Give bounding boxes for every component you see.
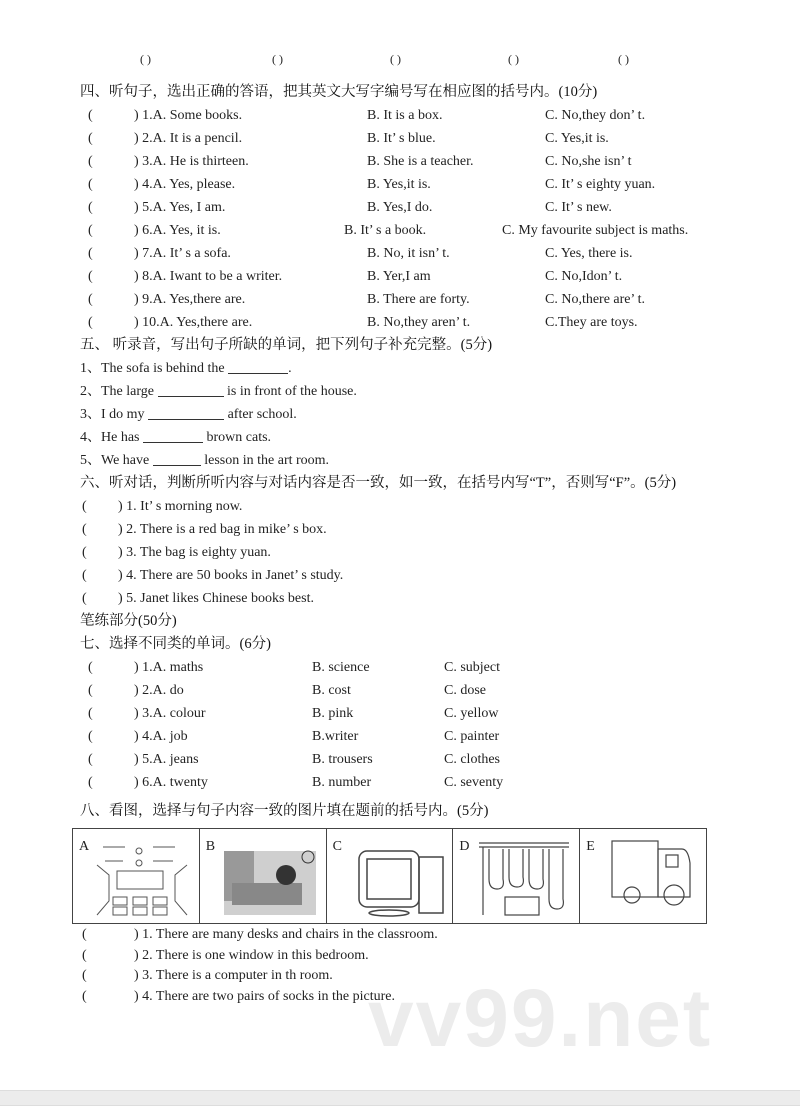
true-false-row xyxy=(80,518,760,541)
section-7-title: 七、选择不同类的单词。(6分) xyxy=(80,636,271,652)
answer-paren: ( xyxy=(88,292,93,307)
option-a: ) 3.A. colour xyxy=(134,706,206,721)
option-a: ) 1.A. Some books. xyxy=(134,108,243,123)
option-c: C. subject xyxy=(444,660,500,675)
picture-label: D xyxy=(459,839,470,854)
answer-paren: ( xyxy=(82,968,87,984)
classroom-picture-icon xyxy=(95,835,191,917)
section-6-title: 六、听对话，判断所听内容与对话内容是否一致，如一致，在括号内写“T”，否则写“F”。(5分) xyxy=(80,475,677,491)
option-c: C. clothes xyxy=(444,752,500,767)
option-a: ) 2.A. It is a pencil. xyxy=(134,131,243,146)
sentence-end: is in front of the house. xyxy=(223,384,357,399)
option-a: ) 6.A. twenty xyxy=(134,775,208,790)
answer-paren: ( xyxy=(82,568,87,583)
answer-paren: ( xyxy=(88,223,93,238)
option-a: ) 6.A. Yes, it is. xyxy=(134,223,221,238)
option-a: ) 4.A. job xyxy=(134,729,188,744)
answer-paren: ( xyxy=(88,752,93,767)
picture-label: E xyxy=(586,839,595,854)
socks-picture-icon xyxy=(475,835,571,917)
option-b: B. number xyxy=(312,775,372,790)
answer-paren: ( xyxy=(88,246,93,261)
option-c: C. Yes,it is. xyxy=(545,131,609,146)
fill-blank-row xyxy=(80,380,357,403)
option-b: B. No,they aren’ t. xyxy=(367,315,471,330)
question-row xyxy=(84,311,764,334)
option-b: B. No, it isn’ t. xyxy=(367,246,450,261)
option-a: ) 5.A. jeans xyxy=(134,752,199,767)
answer-paren: ( xyxy=(82,522,87,537)
picture-label: A xyxy=(79,839,90,854)
true-false-row xyxy=(80,564,760,587)
picture-e xyxy=(580,829,706,923)
answer-paren: ( xyxy=(88,683,93,698)
option-b: B. It is a box. xyxy=(367,108,443,123)
word-choice-row xyxy=(84,702,764,725)
section-4-title: 四、听句子，选出正确的答语，把其英文大写字编号写在相应图的括号内。(10分) xyxy=(80,84,598,100)
computer-picture-icon xyxy=(349,835,445,917)
picture-b xyxy=(200,829,327,923)
answer-paren: ( xyxy=(82,545,87,560)
option-b: B. pink xyxy=(312,706,354,721)
page-bottom-bar xyxy=(0,1090,800,1106)
option-a: ) 8.A. Iwant to be a writer. xyxy=(134,269,283,284)
answer-paren: ( xyxy=(82,591,87,606)
truck-picture-icon xyxy=(602,835,698,917)
fill-blank-row xyxy=(80,449,329,472)
bedroom-picture-icon xyxy=(222,835,318,917)
answer-paren: ( ) xyxy=(272,52,283,66)
option-a: ) 3.A. He is thirteen. xyxy=(134,154,249,169)
question-row xyxy=(84,196,764,219)
picture-label: C xyxy=(332,839,342,854)
option-c: C. seventy xyxy=(444,775,504,790)
answer-paren: ( xyxy=(82,989,87,1005)
statement: ) 1. There are many desks and chairs in the classroom. xyxy=(134,927,438,942)
option-b: B. She is a teacher. xyxy=(367,154,474,169)
picture-c xyxy=(327,829,454,923)
question-row xyxy=(84,150,764,173)
question-row xyxy=(84,104,764,127)
question-row xyxy=(84,219,764,242)
option-a: ) 5.A. Yes, I am. xyxy=(134,200,226,215)
option-c: C. No,there are’ t. xyxy=(545,292,646,307)
sentence-start: 5、We have xyxy=(80,453,153,468)
picture-match-row xyxy=(80,944,760,967)
sentence-end: lesson in the art room. xyxy=(200,453,330,468)
question-row xyxy=(84,265,764,288)
option-c: C. painter xyxy=(444,729,500,744)
true-false-row xyxy=(80,495,760,518)
option-c: C. dose xyxy=(444,683,486,698)
answer-paren: ( ) xyxy=(618,52,629,66)
picture-match-row xyxy=(80,923,760,946)
section-8-title: 八、看图，选择与句子内容一致的图片填在题前的括号内。(5分) xyxy=(80,803,489,819)
statement: ) 2. There is one window in this bedroom. xyxy=(134,947,369,963)
true-false-row xyxy=(80,541,760,564)
sentence-end: after school. xyxy=(224,407,297,422)
option-c: C. Yes, there is. xyxy=(545,246,633,261)
option-b: B.writer xyxy=(312,729,359,744)
option-c: C. It’ s eighty yuan. xyxy=(545,177,656,192)
statement: ) 3. There is a computer in th room. xyxy=(134,968,333,984)
answer-paren: ( xyxy=(88,200,93,215)
option-a: ) 9.A. Yes,there are. xyxy=(134,292,246,307)
sentence-end: brown cats. xyxy=(203,430,272,445)
word-choice-row xyxy=(84,748,764,771)
option-a: ) 2.A. do xyxy=(134,683,184,698)
answer-paren: ( xyxy=(88,706,93,721)
option-b: B. There are forty. xyxy=(367,292,470,307)
option-b: B. Yes,it is. xyxy=(367,177,431,192)
answer-blank xyxy=(143,428,203,443)
option-c: C. No,she isn’ t xyxy=(545,154,632,169)
option-b: B. Yes,I do. xyxy=(367,200,433,215)
option-a: ) 10.A. Yes,there are. xyxy=(134,315,253,330)
option-a: ) 1.A. maths xyxy=(134,660,204,675)
picture-d xyxy=(453,829,580,923)
top-answer-parens xyxy=(0,52,800,72)
option-b: B. trousers xyxy=(312,752,373,767)
answer-paren: ( xyxy=(88,729,93,744)
option-b: B. cost xyxy=(312,683,351,698)
answer-paren: ( xyxy=(88,775,93,790)
answer-paren: ( xyxy=(88,131,93,146)
fill-blank-row xyxy=(80,403,297,426)
question-row xyxy=(84,242,764,265)
question-row xyxy=(84,173,764,196)
answer-blank xyxy=(148,405,224,420)
option-a: ) 4.A. Yes, please. xyxy=(134,177,236,192)
option-a: ) 7.A. It’ s a sofa. xyxy=(134,246,231,261)
sentence-start: 4、He has xyxy=(80,430,143,445)
picture-label: B xyxy=(205,839,216,854)
answer-paren: ( xyxy=(88,660,93,675)
option-c: C. No,Idon’ t. xyxy=(545,269,623,284)
option-b: B. science xyxy=(312,660,370,675)
answer-blank xyxy=(158,382,224,397)
option-c: C. No,they don’ t. xyxy=(545,108,646,123)
picture-strip xyxy=(72,828,707,924)
option-c: C. It’ s new. xyxy=(545,200,612,215)
sentence-start: 2、The large xyxy=(80,384,158,399)
answer-paren: ( xyxy=(88,108,93,123)
word-choice-row xyxy=(84,656,764,679)
answer-paren: ( ) xyxy=(140,52,151,66)
fill-blank-row xyxy=(80,426,271,449)
option-b: B. It’ s blue. xyxy=(367,131,436,146)
watermark: vv99.net xyxy=(368,973,713,1064)
answer-paren: ( ) xyxy=(390,52,401,66)
answer-paren: ( xyxy=(88,269,93,284)
question-row xyxy=(84,288,764,311)
statement: ) 5. Janet likes Chinese books best. xyxy=(118,591,314,606)
answer-paren: ( xyxy=(88,154,93,169)
answer-paren: ( ) xyxy=(508,52,519,66)
option-c: C.They are toys. xyxy=(545,315,638,330)
section-5-title: 五、 听录音，写出句子所缺的单词，把下列句子补充完整。(5分) xyxy=(80,337,493,353)
answer-paren: ( xyxy=(82,499,87,514)
sentence-end: . xyxy=(288,361,292,376)
answer-paren: ( xyxy=(88,177,93,192)
answer-blank xyxy=(153,451,201,466)
statement: ) 3. The bag is eighty yuan. xyxy=(118,545,271,560)
sentence-start: 3、I do my xyxy=(80,407,149,422)
picture-a xyxy=(73,829,200,923)
word-choice-row xyxy=(84,771,764,794)
question-row xyxy=(84,127,764,150)
fill-blank-row xyxy=(80,357,292,380)
statement: ) 4. There are 50 books in Janet’ s study. xyxy=(118,568,344,583)
statement: ) 4. There are two pairs of socks in the picture. xyxy=(134,989,395,1005)
true-false-row xyxy=(80,587,760,610)
word-choice-row xyxy=(84,725,764,748)
sentence-start: 1、The sofa is behind the xyxy=(80,361,229,376)
answer-paren: ( xyxy=(88,315,93,330)
answer-paren: ( xyxy=(82,927,87,942)
answer-paren: ( xyxy=(82,947,87,963)
option-c: C. yellow xyxy=(444,706,499,721)
statement: ) 2. There is a red bag in mike’ s box. xyxy=(118,522,327,537)
option-b: B. It’ s a book. xyxy=(344,223,427,238)
option-b: B. Yer,I am xyxy=(367,269,431,284)
answer-blank xyxy=(228,359,288,374)
word-choice-row xyxy=(84,679,764,702)
statement: ) 1. It’ s morning now. xyxy=(118,499,243,514)
part-title: 笔练部分(50分) xyxy=(80,613,177,629)
option-c: C. My favourite subject is maths. xyxy=(502,223,689,238)
